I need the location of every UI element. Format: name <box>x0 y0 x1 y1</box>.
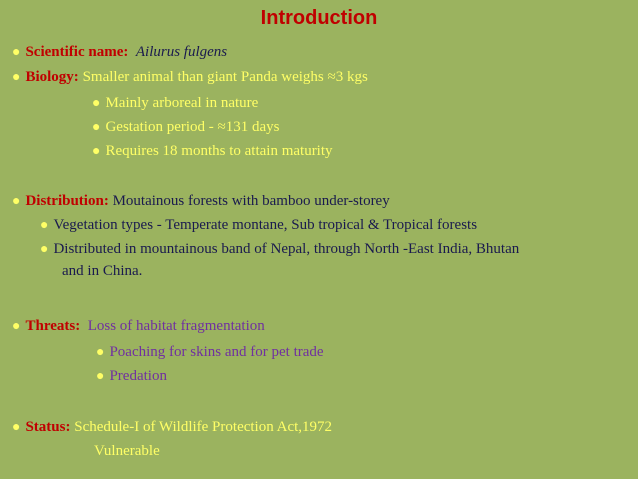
biology-line <box>12 68 368 87</box>
biology-value: Smaller animal than giant Panda weighs ≈3 kgs <box>82 69 368 85</box>
distribution-item-text: Distributed in mountainous band of Nepal, through North -East India, Bhutan <box>53 241 520 257</box>
threats-label: Threats: <box>25 318 81 334</box>
biology-item <box>92 118 280 137</box>
threats-item-text: Predation <box>109 368 167 384</box>
scientific-name-line <box>12 43 227 62</box>
threats-line <box>12 317 265 336</box>
status-extra <box>94 442 160 461</box>
threats-value: Loss of habitat fragmentation <box>87 318 265 334</box>
bullet-icon: ● <box>12 70 21 85</box>
status-extra-text: Vulnerable <box>94 443 160 459</box>
bullet-icon: ● <box>96 345 105 360</box>
bullet-icon: ● <box>12 319 21 334</box>
distribution-line <box>12 192 390 211</box>
bullet-icon: ● <box>12 420 21 435</box>
distribution-item-text: and in China. <box>62 263 143 279</box>
distribution-value: Moutainous forests with bamboo under-storey <box>112 193 390 209</box>
threats-item <box>96 367 167 386</box>
distribution-label: Distribution: <box>25 193 109 209</box>
scientific-value: Ailurus fulgens <box>135 44 228 60</box>
status-line <box>12 418 332 437</box>
threats-item-text: Poaching for skins and for pet trade <box>109 344 324 360</box>
bullet-icon: ● <box>12 194 21 209</box>
distribution-item-continuation <box>62 262 142 281</box>
distribution-item <box>40 240 519 259</box>
biology-item-text: Mainly arboreal in nature <box>105 95 259 111</box>
distribution-item <box>40 216 477 235</box>
slide-title: Introduction <box>260 7 378 29</box>
status-label: Status: <box>25 419 71 435</box>
threats-item <box>96 343 324 362</box>
scientific-label: Scientific name: <box>25 44 129 60</box>
bullet-icon: ● <box>40 242 49 257</box>
status-value: Schedule-I of Wildlife Protection Act,1972 <box>74 419 333 435</box>
bullet-icon: ● <box>92 144 101 159</box>
bullet-icon: ● <box>12 45 21 60</box>
bullet-icon: ● <box>40 218 49 233</box>
biology-item <box>92 94 258 113</box>
distribution-item-text: Vegetation types - Temperate montane, Sub tropical & Tropical forests <box>53 217 478 233</box>
biology-label: Biology: <box>25 69 79 85</box>
biology-item <box>92 142 333 161</box>
biology-item-text: Requires 18 months to attain maturity <box>105 143 333 159</box>
bullet-icon: ● <box>96 369 105 384</box>
bullet-icon: ● <box>92 120 101 135</box>
biology-item-text: Gestation period - ≈131 days <box>105 119 280 135</box>
bullet-icon: ● <box>92 96 101 111</box>
